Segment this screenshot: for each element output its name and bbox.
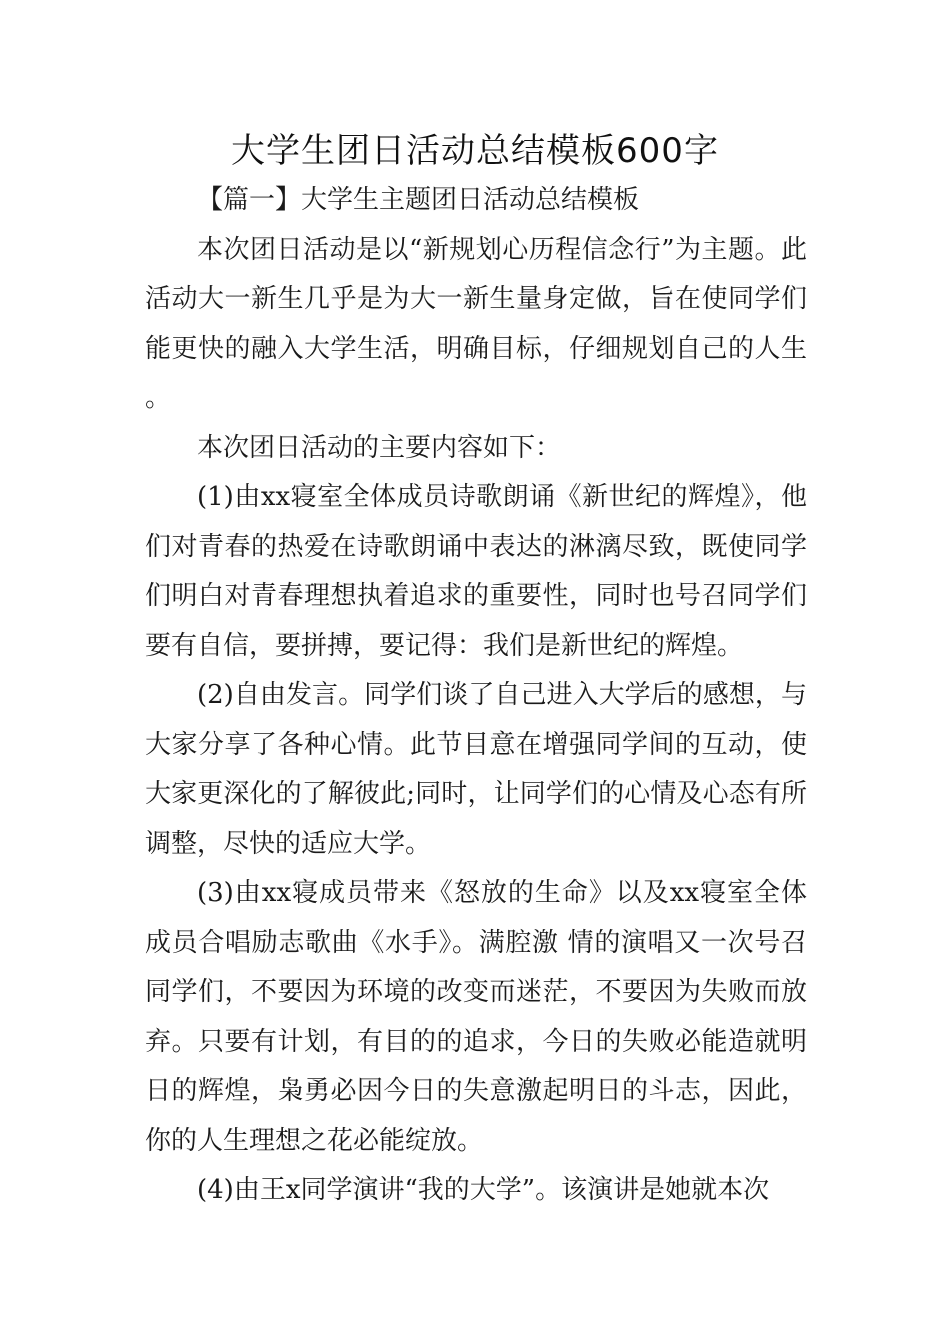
paragraph-item-1: (1)由xx寝室全体成员诗歌朗诵《新世纪的辉煌》，他们对青春的热爱在诗歌朗诵中表达的淋漓尽致，既使同学们明白对青春理想执着追求的重要性，同时也号召同学们要有自信，要拼搏，要记得：我们是新世纪的辉煌。 xyxy=(145,482,807,661)
paragraph-item-2: (2)自由发言。同学们谈了自己进入大学后的感想，与大家分享了各种心情。此节目意在增强同学间的互动，使大家更深化的了解彼此;同时，让同学们的心情及心态有所调整，尽快的适应大学。 xyxy=(145,680,807,859)
paragraph-intro: 本次团日活动是以“新规划心历程信念行”为主题。此活动大一新生几乎是为大一新生量身定做，旨在使同学们能更快的融入大学生活，明确目标，仔细规划自己的人生。 xyxy=(145,234,807,413)
paragraph-item-3: (3)由xx寝成员带来《怒放的生命》以及xx寝室全体成员合唱励志歌曲《水手》。满腔激 情的演唱又一次号召同学们，不要因为环境的改变而迷茫，不要因为失败而放弃。只要有计划，有目的的追求，今日的失败必能造就明日的辉煌，枭勇必因今日的失意激起明日的斗志，因此，你的人生理想之花必能绽放。 xyxy=(145,878,807,1156)
paragraph-content-list: 本次团日活动的主要内容如下： xyxy=(197,432,562,463)
document-title: 大学生团日活动总结模板600字 xyxy=(231,131,719,171)
document-body xyxy=(145,176,807,1216)
section-heading: 【篇一】大学生主题团日活动总结模板 xyxy=(197,185,640,215)
paragraph-item-4: (4)由王x同学演讲“我的大学”。该演讲是她就本次 xyxy=(197,1175,770,1205)
